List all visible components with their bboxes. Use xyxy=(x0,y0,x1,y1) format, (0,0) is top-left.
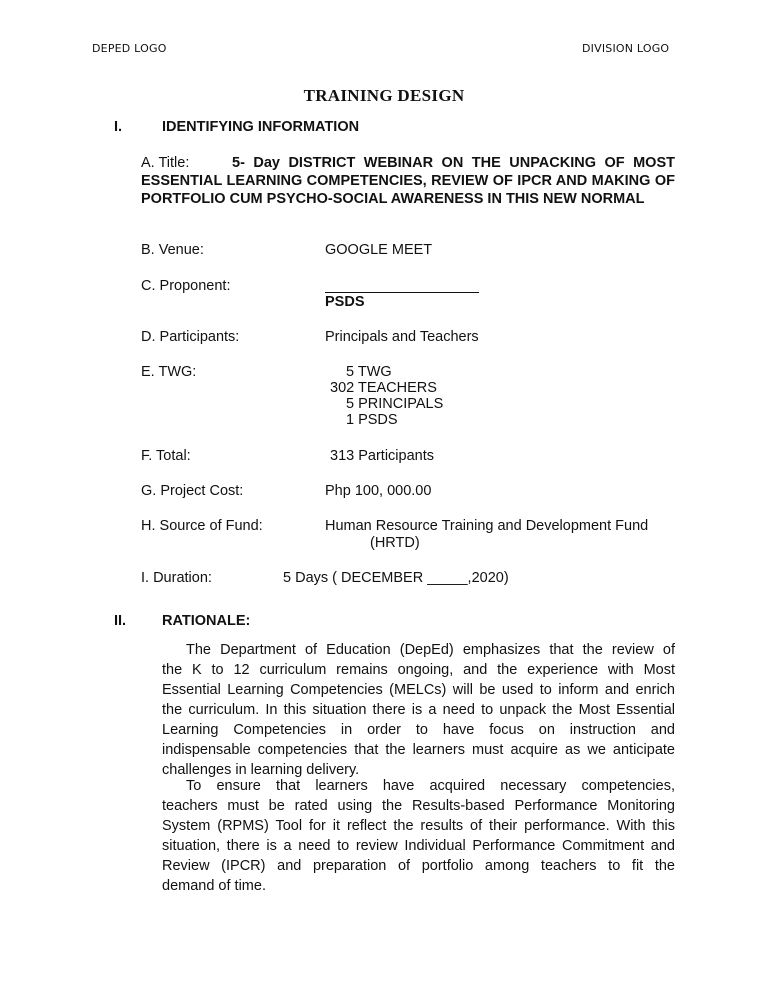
fund-value-line2: (HRTD) xyxy=(370,535,420,551)
proponent-label: C. Proponent: xyxy=(141,278,231,294)
fund-value-line1: Human Resource Training and Development Fund xyxy=(325,518,649,534)
twg-line: 1 PSDS xyxy=(346,412,398,428)
rationale-line: The Department of Education (DepEd) emphasizes that the review of xyxy=(186,642,675,658)
fund-label: H. Source of Fund: xyxy=(141,518,263,534)
rationale-line: the K to 12 curriculum remains ongoing, and the experience with Most xyxy=(162,662,675,678)
section-2-number: II. xyxy=(114,613,127,629)
rationale-line: challenges in learning delivery. xyxy=(162,762,360,778)
title-item xyxy=(141,154,675,208)
deped-logo-placeholder: DEPED LOGO xyxy=(92,42,167,55)
participants-value: Principals and Teachers xyxy=(325,329,479,345)
rationale-line: Learning Competencies in order to have focus on instruction and xyxy=(162,722,675,738)
rationale-line: To ensure that learners have acquired necessary competencies, xyxy=(186,778,675,794)
total-label: F. Total: xyxy=(141,448,191,464)
rationale-line: demand of time. xyxy=(162,878,266,894)
rationale-line: teachers must be rated using the Results-based Performance Monitoring xyxy=(162,798,675,814)
section-1-number: I. xyxy=(114,119,123,135)
participants-label: D. Participants: xyxy=(141,329,240,345)
twg-line: 302 TEACHERS xyxy=(330,380,437,396)
title-text: 5- Day DISTRICT WEBINAR ON THE UNPACKING OF MOST ESSENTIAL LEARNING COMPETENCIES, REVIEW OF IPCR AND MAKING OF PORTFOLIO CUM PSYCHO-SOCIAL AWARENESS IN THIS NEW NORMAL xyxy=(141,155,675,207)
document-title: TRAINING DESIGN xyxy=(303,86,465,105)
rationale-line: Essential Learning Competencies (MELCs) will be used to inform and enrich xyxy=(162,682,675,698)
venue-value: GOOGLE MEET xyxy=(325,242,433,258)
proponent-value: PSDS xyxy=(325,294,365,310)
twg-line: 5 PRINCIPALS xyxy=(346,396,444,412)
twg-label: E. TWG: xyxy=(141,364,197,380)
total-value: 313 Participants xyxy=(330,448,434,464)
cost-label: G. Project Cost: xyxy=(141,483,244,499)
cost-value: Php 100, 000.00 xyxy=(325,483,432,499)
division-logo-placeholder: DIVISION LOGO xyxy=(582,42,670,55)
rationale-line: the curriculum. In this situation there is a need to unpack the Most Essential xyxy=(162,702,675,718)
rationale-line: indispensable competencies that the learners must acquire as we anticipate xyxy=(162,742,675,758)
rationale-line: situation, there is a need to review Individual Performance Commitment and xyxy=(162,838,675,854)
section-2-heading: RATIONALE: xyxy=(162,613,251,629)
venue-label: B. Venue: xyxy=(141,242,204,258)
twg-line: 5 TWG xyxy=(346,364,392,380)
duration-value: 5 Days ( DECEMBER _____,2020) xyxy=(283,570,509,586)
duration-label: I. Duration: xyxy=(141,570,212,586)
section-1-heading: IDENTIFYING INFORMATION xyxy=(162,119,360,135)
rationale-line: Review (IPCR) and preparation of portfolio among teachers to fit the xyxy=(162,858,675,874)
rationale-line: System (RPMS) Tool for it reflect the results of their performance. With this xyxy=(162,818,675,834)
title-label: A. Title: xyxy=(141,155,190,171)
